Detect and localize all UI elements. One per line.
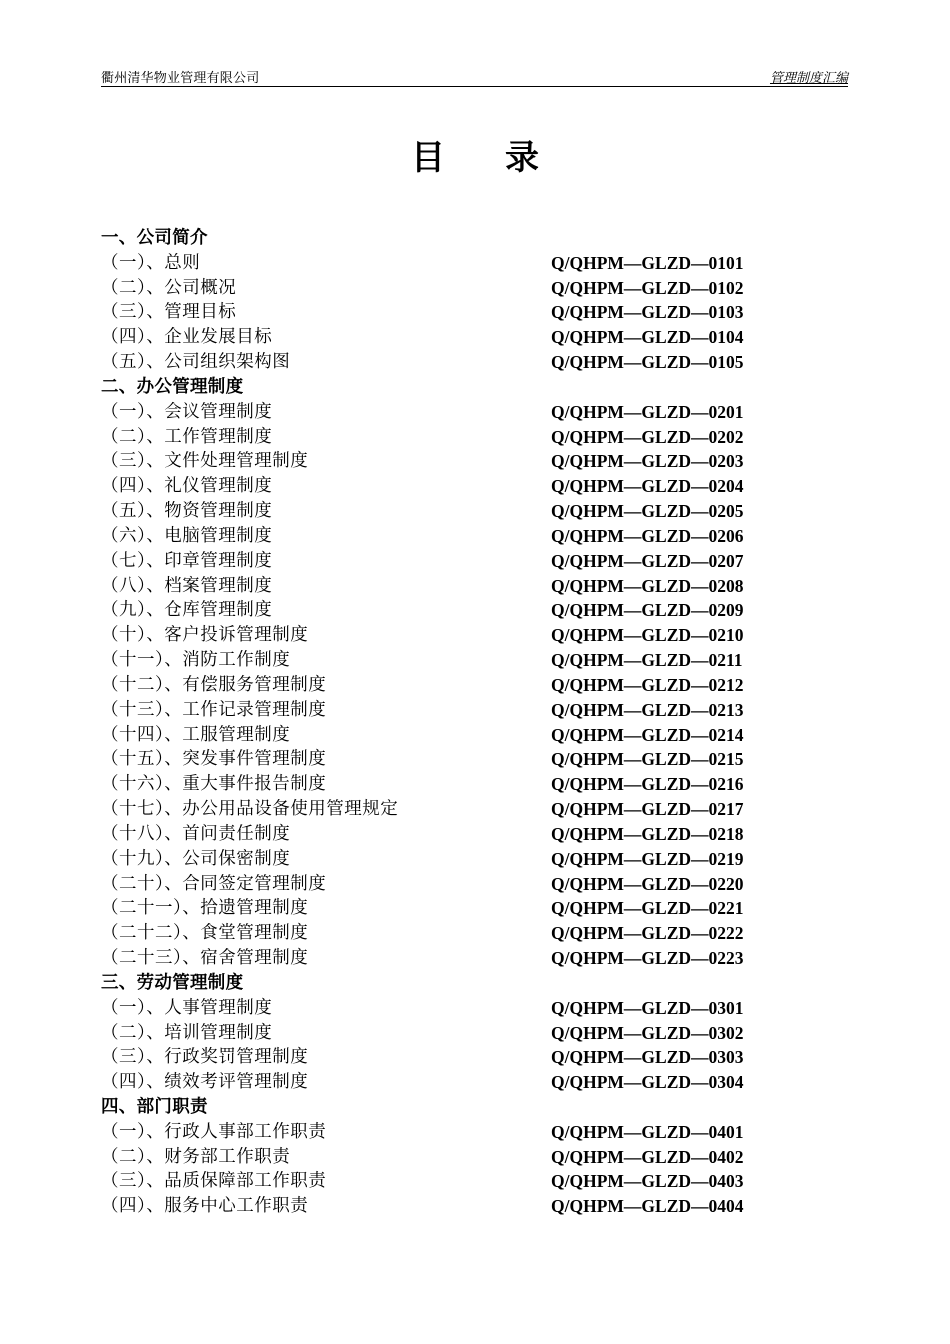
toc-entry-label: （四）、企业发展目标 <box>101 327 273 348</box>
toc-entry-label: （十二）、有偿服务管理制度 <box>101 674 327 695</box>
toc-entry-code: Q/QHPM—GLZD—0403 <box>551 1171 744 1192</box>
table-of-contents <box>101 226 801 1219</box>
toc-entry-label: （一）、行政人事部工作职责 <box>101 1121 327 1142</box>
toc-entry-label: （十四）、工服管理制度 <box>101 724 291 745</box>
toc-section-heading <box>101 1095 801 1120</box>
toc-entry-code: Q/QHPM—GLZD—0303 <box>551 1047 744 1068</box>
toc-entry <box>101 847 801 872</box>
toc-entry-label: （一）、总则 <box>101 252 201 273</box>
toc-entry-label: （三）、文件处理管理制度 <box>101 451 309 472</box>
toc-entry-code: Q/QHPM—GLZD—0101 <box>551 252 744 273</box>
toc-entry <box>101 499 801 524</box>
toc-entry-label: （四）、绩效考评管理制度 <box>101 1072 309 1093</box>
page-header <box>101 66 848 87</box>
toc-entry <box>101 1120 801 1145</box>
toc-entry-code: Q/QHPM—GLZD—0221 <box>551 898 744 919</box>
toc-entry-code: Q/QHPM—GLZD—0219 <box>551 848 744 869</box>
toc-entry-code: Q/QHPM—GLZD—0104 <box>551 327 744 348</box>
toc-section-label: 三、劳动管理制度 <box>101 972 244 993</box>
toc-entry-label: （四）、礼仪管理制度 <box>101 476 273 497</box>
toc-entry <box>101 350 801 375</box>
toc-entry-label: （二）、培训管理制度 <box>101 1022 273 1043</box>
toc-entry-code: Q/QHPM—GLZD—0102 <box>551 277 744 298</box>
toc-entry-code: Q/QHPM—GLZD—0217 <box>551 799 744 820</box>
toc-entry-label: （三）、管理目标 <box>101 302 237 323</box>
toc-entry-label: （一）、会议管理制度 <box>101 401 273 422</box>
toc-entry-code: Q/QHPM—GLZD—0216 <box>551 774 744 795</box>
toc-entry-label: （十）、客户投诉管理制度 <box>101 625 309 646</box>
toc-entry-label: （二十二）、食堂管理制度 <box>101 923 309 944</box>
toc-entry <box>101 921 801 946</box>
toc-entry-code: Q/QHPM—GLZD—0209 <box>551 600 744 621</box>
toc-entry-code: Q/QHPM—GLZD—0206 <box>551 525 744 546</box>
toc-entry <box>101 623 801 648</box>
toc-entry-label: （九）、仓库管理制度 <box>101 600 273 621</box>
toc-entry <box>101 772 801 797</box>
toc-entry-code: Q/QHPM—GLZD—0211 <box>551 650 743 671</box>
toc-entry-label: （二十三）、宿舍管理制度 <box>101 948 309 969</box>
toc-entry-code: Q/QHPM—GLZD—0401 <box>551 1121 744 1142</box>
toc-section-label: 四、部门职责 <box>101 1096 208 1117</box>
toc-entry <box>101 698 801 723</box>
toc-entry-code: Q/QHPM—GLZD—0212 <box>551 674 744 695</box>
toc-entry-code: Q/QHPM—GLZD—0204 <box>551 476 744 497</box>
toc-entry <box>101 449 801 474</box>
toc-entry <box>101 673 801 698</box>
toc-entry-label: （二）、工作管理制度 <box>101 426 273 447</box>
toc-entry-label: （五）、物资管理制度 <box>101 501 273 522</box>
toc-entry-code: Q/QHPM—GLZD—0201 <box>551 401 744 422</box>
toc-entry-label: （二十一）、拾遗管理制度 <box>101 898 309 919</box>
toc-entry <box>101 996 801 1021</box>
toc-entry-label: （八）、档案管理制度 <box>101 575 273 596</box>
toc-entry-label: （二）、财务部工作职责 <box>101 1146 291 1167</box>
toc-entry-label: （三）、品质保障部工作职责 <box>101 1171 327 1192</box>
toc-section-label: 一、公司简介 <box>101 228 208 248</box>
toc-entry <box>101 474 801 499</box>
toc-entry <box>101 1194 801 1219</box>
toc-entry-code: Q/QHPM—GLZD—0404 <box>551 1196 744 1217</box>
toc-entry-code: Q/QHPM—GLZD—0208 <box>551 575 744 596</box>
toc-entry <box>101 822 801 847</box>
toc-section-heading <box>101 971 801 996</box>
toc-entry <box>101 1169 801 1194</box>
toc-entry-code: Q/QHPM—GLZD—0302 <box>551 1022 744 1043</box>
toc-entry-label: （十三）、工作记录管理制度 <box>101 699 327 720</box>
page-title: 目录 <box>411 138 599 178</box>
toc-entry-label: （十一）、消防工作制度 <box>101 650 291 671</box>
toc-entry <box>101 400 801 425</box>
toc-entry <box>101 1021 801 1046</box>
toc-entry-label: （十八）、首问责任制度 <box>101 823 291 844</box>
toc-entry <box>101 300 801 325</box>
toc-entry-code: Q/QHPM—GLZD—0214 <box>551 724 744 745</box>
toc-entry-code: Q/QHPM—GLZD—0205 <box>551 501 744 522</box>
toc-entry <box>101 797 801 822</box>
toc-entry-code: Q/QHPM—GLZD—0222 <box>551 923 744 944</box>
toc-entry <box>101 598 801 623</box>
toc-entry <box>101 1045 801 1070</box>
toc-entry-code: Q/QHPM—GLZD—0210 <box>551 625 744 646</box>
toc-entry <box>101 1070 801 1095</box>
toc-entry-code: Q/QHPM—GLZD—0220 <box>551 873 744 894</box>
toc-entry <box>101 723 801 748</box>
toc-entry <box>101 872 801 897</box>
toc-entry <box>101 524 801 549</box>
toc-entry <box>101 425 801 450</box>
toc-entry-label: （十九）、公司保密制度 <box>101 848 291 869</box>
toc-entry-code: Q/QHPM—GLZD—0215 <box>551 749 744 770</box>
toc-entry-label: （三）、行政奖罚管理制度 <box>101 1047 309 1068</box>
toc-entry-code: Q/QHPM—GLZD—0103 <box>551 302 744 323</box>
toc-section-heading <box>101 375 801 400</box>
toc-entry <box>101 574 801 599</box>
toc-entry-code: Q/QHPM—GLZD—0207 <box>551 550 744 571</box>
toc-entry-label: （二十）、合同签定管理制度 <box>101 873 327 894</box>
toc-entry <box>101 325 801 350</box>
toc-entry <box>101 1145 801 1170</box>
toc-entry-code: Q/QHPM—GLZD—0213 <box>551 699 744 720</box>
toc-entry-code: Q/QHPM—GLZD—0202 <box>551 426 744 447</box>
toc-entry <box>101 946 801 971</box>
toc-entry <box>101 251 801 276</box>
toc-section-heading <box>101 226 801 251</box>
toc-entry <box>101 648 801 673</box>
toc-section-label: 二、办公管理制度 <box>101 376 244 397</box>
toc-entry-label: （二）、公司概况 <box>101 277 237 298</box>
toc-entry-code: Q/QHPM—GLZD—0402 <box>551 1146 744 1167</box>
toc-entry-code: Q/QHPM—GLZD—0218 <box>551 823 744 844</box>
toc-entry-label: （六）、电脑管理制度 <box>101 525 273 546</box>
toc-entry-label: （一）、人事管理制度 <box>101 997 273 1018</box>
toc-entry-label: （十五）、突发事件管理制度 <box>101 749 327 770</box>
toc-entry-label: （十六）、重大事件报告制度 <box>101 774 327 795</box>
toc-entry-code: Q/QHPM—GLZD—0223 <box>551 948 744 969</box>
toc-entry-label: （七）、印章管理制度 <box>101 550 273 571</box>
toc-entry-code: Q/QHPM—GLZD—0301 <box>551 997 744 1018</box>
toc-entry-code: Q/QHPM—GLZD—0304 <box>551 1072 744 1093</box>
toc-entry-code: Q/QHPM—GLZD—0105 <box>551 352 744 373</box>
toc-entry <box>101 747 801 772</box>
toc-entry <box>101 549 801 574</box>
toc-entry <box>101 276 801 301</box>
toc-entry-label: （十七）、办公用品设备使用管理规定 <box>101 799 399 820</box>
toc-entry-label: （五）、公司组织架构图 <box>101 352 291 373</box>
company-name: 衢州清华物业管理有限公司 <box>101 71 260 86</box>
toc-entry <box>101 896 801 921</box>
document-collection-title: 管理制度汇编 <box>769 71 848 86</box>
toc-entry-code: Q/QHPM—GLZD—0203 <box>551 451 744 472</box>
toc-entry-label: （四）、服务中心工作职责 <box>101 1196 309 1217</box>
